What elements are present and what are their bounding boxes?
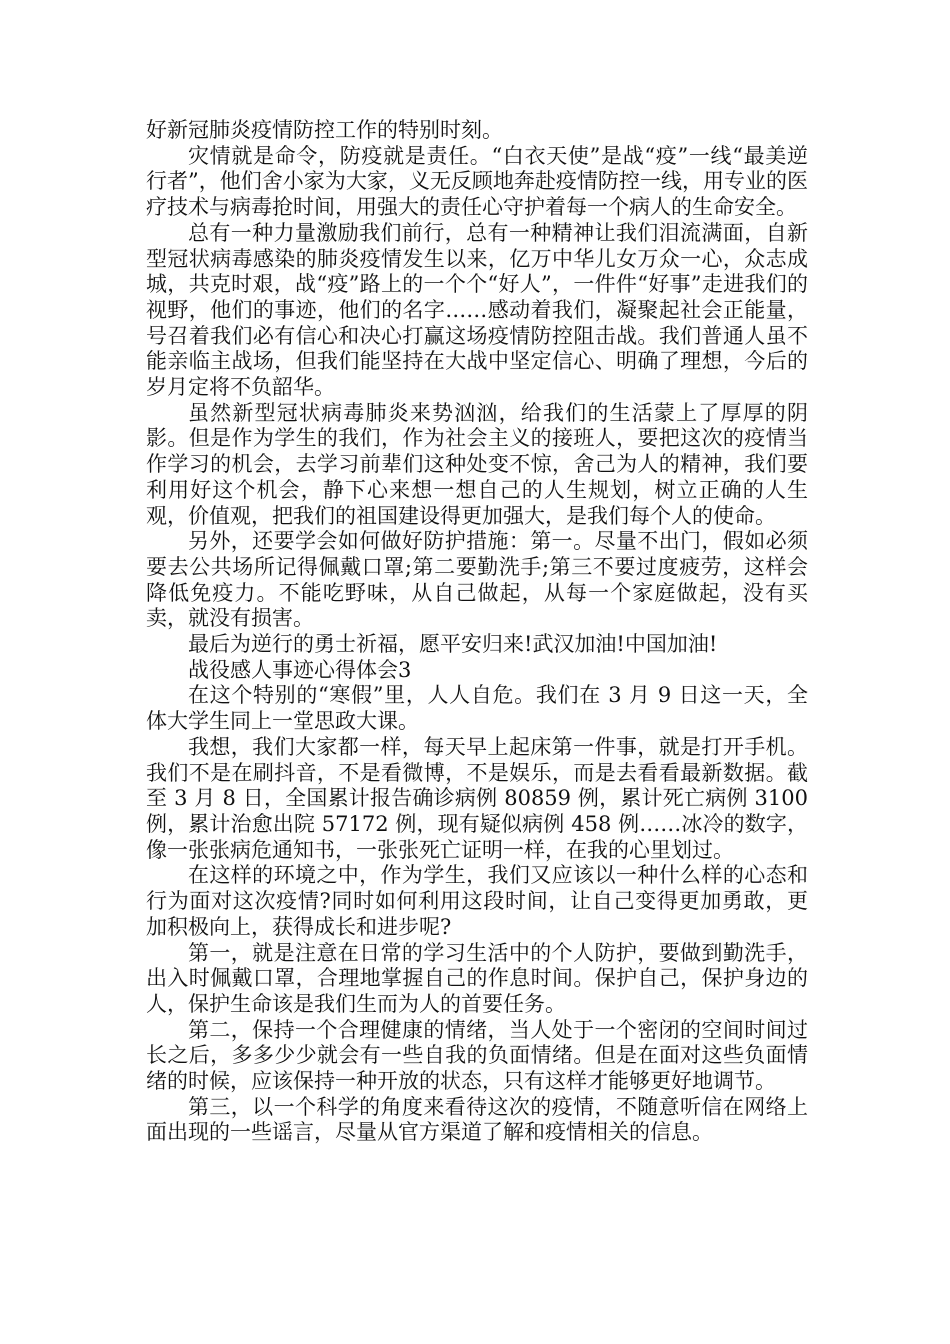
paragraph-student-attitude: 在这样的环境之中，作为学生，我们又应该以一种什么样的心态和行为面对这次疫情?同时如何利用这段时间，让自己变得更加勇敢，更加积极向上，获得成长和进步呢? <box>146 863 808 939</box>
paragraph-student-mission: 虽然新型冠状病毒肺炎来势汹汹，给我们的生活蒙上了厚厚的阴影。但是作为学生的我们，作为社会主义的接班人，要把这次的疫情当作学习的机会，去学习前辈们这种处变不惊，舍己为人的精神，我们要利用好这个机会，静下心来想一想自己的人生规划，树立正确的人生观，价值观，把我们的祖国建设得更加强大，是我们每个人的使命。 <box>146 400 808 528</box>
document-body <box>146 118 808 1146</box>
section-heading: 战役感人事迹心得体会3 <box>188 657 412 682</box>
paragraph-special-holiday: 在这个特别的“寒假”里，人人自危。我们在 3 月 9 日这一天，全体大学生同上一堂思政大课。 <box>146 683 808 734</box>
paragraph-continued: 好新冠肺炎疫情防控工作的特别时刻。 <box>146 118 503 142</box>
paragraph-inspiring-force: 总有一种力量激励我们前行，总有一种精神让我们泪流满面，自新型冠状病毒感染的肺炎疫情发生以来，亿万中华儿女万众一心，众志成城，共克时艰，战“疫”路上的一个个“好人”，一件件“好事”走进我们的视野，他们的事迹，他们的名字……感动着我们，凝聚起社会正能量，号召着我们必有信心和决心打赢这场疫情防控阻击战。我们普通人虽不能亲临主战场，但我们能坚持在大战中坚定信心、明确了理想，今后的岁月定将不负韶华。 <box>146 220 808 400</box>
paragraph-first-point: 第一，就是注意在日常的学习生活中的个人防护，要做到勤洗手，出入时佩戴口罩，合理地掌握自己的作息时间。保护自己，保护身边的人，保护生命该是我们生而为人的首要任务。 <box>146 940 808 1016</box>
paragraph-white-angels: 灾情就是命令，防疫就是责任。“白衣天使”是战“疫”一线“最美逆行者”，他们舍小家为大家，义无反顾地奔赴疫情防控一线，用专业的医疗技术与病毒抢时间，用强大的责任心守护着每一个病人的生命安全。 <box>146 143 808 220</box>
paragraph-protection-measures: 另外，还要学会如何做好防护措施：第一。尽量不出门，假如必须要去公共场所记得佩戴口罩;第二要勤洗手;第三不要过度疲劳，这样会降低免疫力。不能吃野味，从自己做起，从每一个家庭做起，没有买卖，就没有损害。 <box>146 529 808 631</box>
paragraph-blessing: 最后为逆行的勇士祈福，愿平安归来!武汉加油!中国加油! <box>188 632 718 657</box>
paragraph-second-point: 第二，保持一个合理健康的情绪，当人处于一个密闭的空间时间过长之后，多多少少就会有一些自我的负面情绪。但是在面对这些负面情绪的时候，应该保持一种开放的状态，只有这样才能够更好地调节。 <box>146 1017 808 1094</box>
paragraph-third-point: 第三，以一个科学的角度来看待这次的疫情，不随意听信在网络上面出现的一些谣言，尽量从官方渠道了解和疫情相关的信息。 <box>146 1094 808 1145</box>
paragraph-latest-data: 我想，我们大家都一样，每天早上起床第一件事，就是打开手机。我们不是在刷抖音，不是看微博，不是娱乐，而是去看看最新数据。截至 3 月 8 日，全国累计报告确诊病例 80859 例，累计死亡病例 3100 例，累计治愈出院 57172 例，现有疑似病例 458 例……冰冷的数字，像一张张病危通知书，一张张死亡证明一样，在我的心里划过。 <box>146 734 808 862</box>
